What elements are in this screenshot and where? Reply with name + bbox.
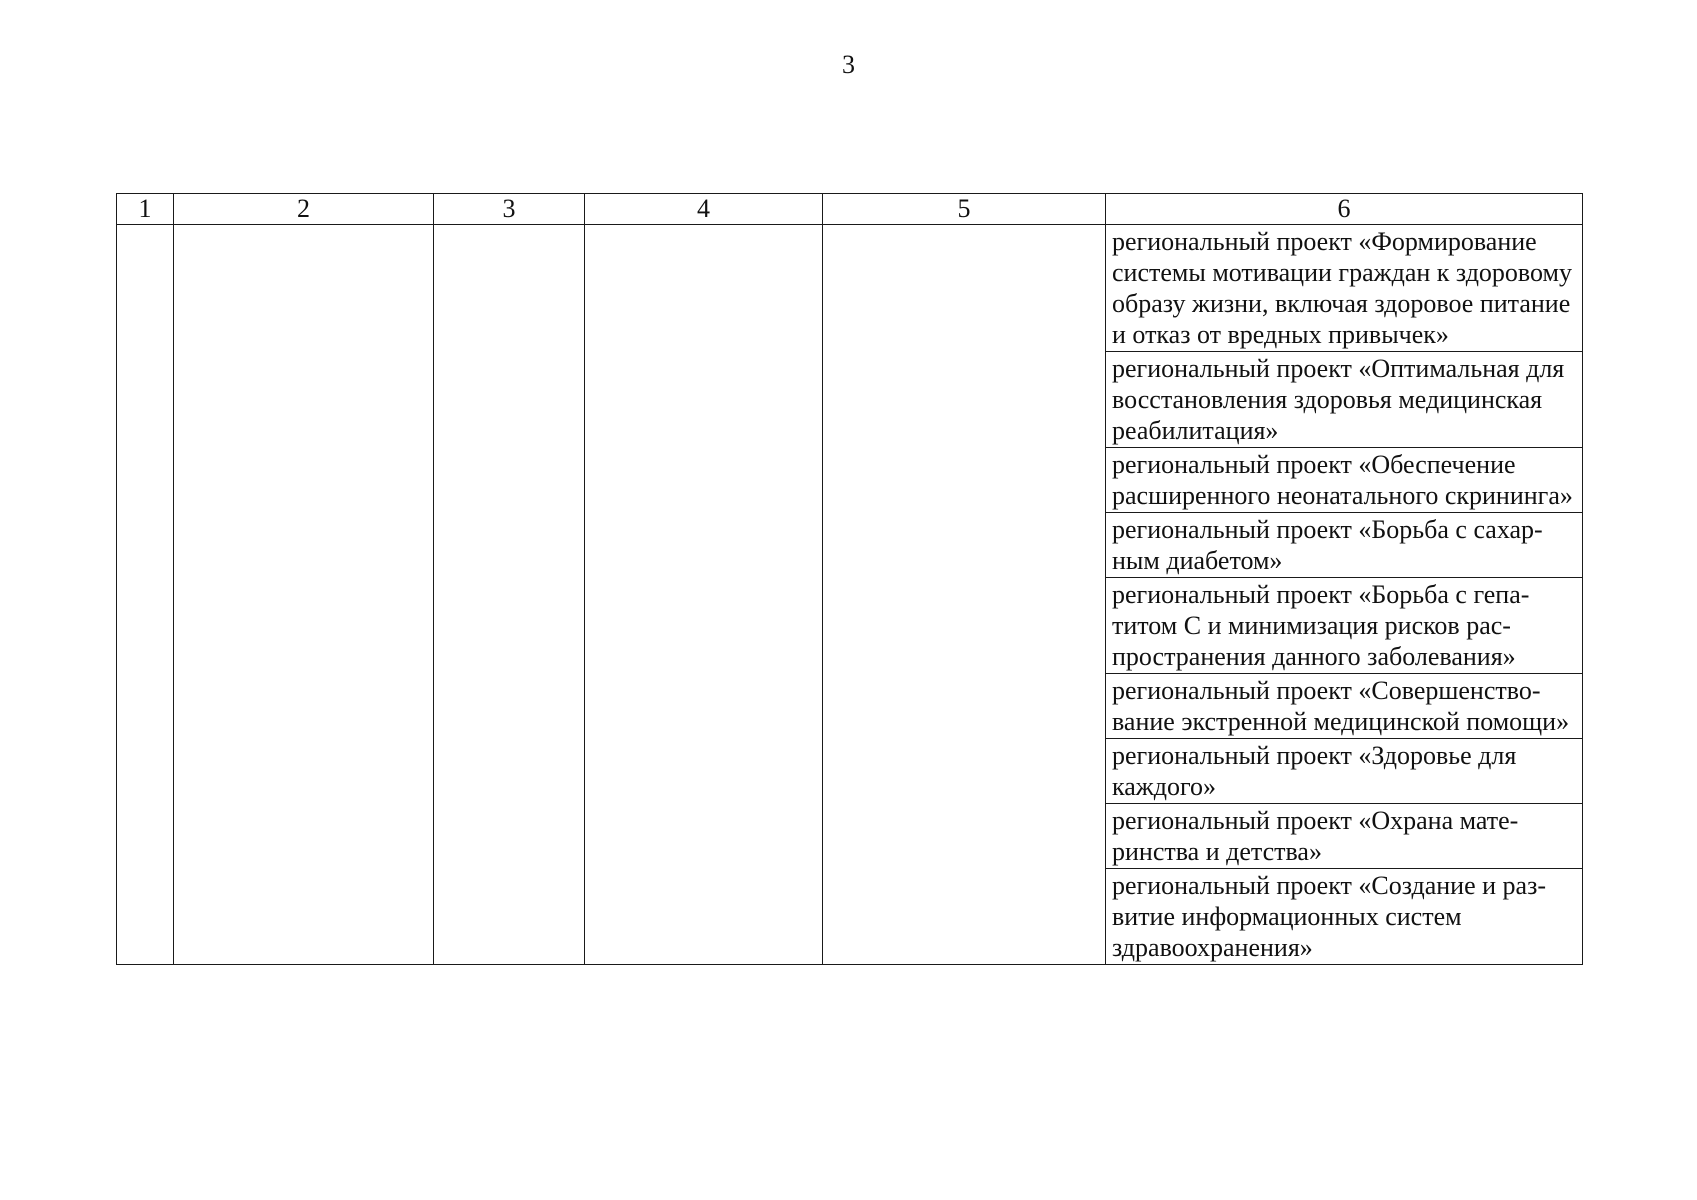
regional-projects-list bbox=[1106, 225, 1582, 964]
document-table bbox=[116, 193, 1583, 965]
page-number: 3 bbox=[842, 50, 855, 79]
table-header-row bbox=[117, 194, 1583, 225]
table-row bbox=[117, 225, 1583, 965]
regional-project-item: региональный проект «Борьба с сахарным диабетом» bbox=[1106, 512, 1582, 577]
cell-col-6 bbox=[1106, 225, 1583, 965]
cell-col-5 bbox=[823, 225, 1106, 965]
regional-project-item: региональный проект «Охрана материнства и детства» bbox=[1106, 803, 1582, 868]
regional-project-item: региональный проект «Формирование системы мотивации граждан к здоровому образу жизни, включая здоровое питание и отказ от вредных привычек» bbox=[1112, 227, 1572, 349]
column-header-2: 2 bbox=[174, 194, 434, 225]
column-header-6: 6 bbox=[1106, 194, 1583, 225]
cell-col-2 bbox=[174, 225, 434, 965]
cell-col-1 bbox=[117, 225, 174, 965]
cell-col-4 bbox=[585, 225, 823, 965]
column-header-5: 5 bbox=[823, 194, 1106, 225]
regional-project-item: региональный проект «Здоровье для каждого» bbox=[1106, 738, 1582, 803]
regional-project-item: региональный проект «Обеспечение расширенного неонатального скрининга» bbox=[1106, 447, 1582, 512]
column-header-1: 1 bbox=[117, 194, 174, 225]
regional-project-item: региональный проект «Борьба с гепатитом С и минимизация рисков распространения данного заболевания» bbox=[1106, 577, 1582, 673]
regional-project-item: региональный проект «Совершенствование экстренной медицинской помощи» bbox=[1106, 673, 1582, 738]
regional-project-item: региональный проект «Оптимальная для восстановления здоровья медицинская реабилитация» bbox=[1106, 351, 1582, 447]
column-header-4: 4 bbox=[585, 194, 823, 225]
cell-col-3 bbox=[434, 225, 585, 965]
column-header-3: 3 bbox=[434, 194, 585, 225]
regional-project-item: региональный проект «Создание и развитие информационных систем здравоохранения» bbox=[1106, 868, 1582, 964]
